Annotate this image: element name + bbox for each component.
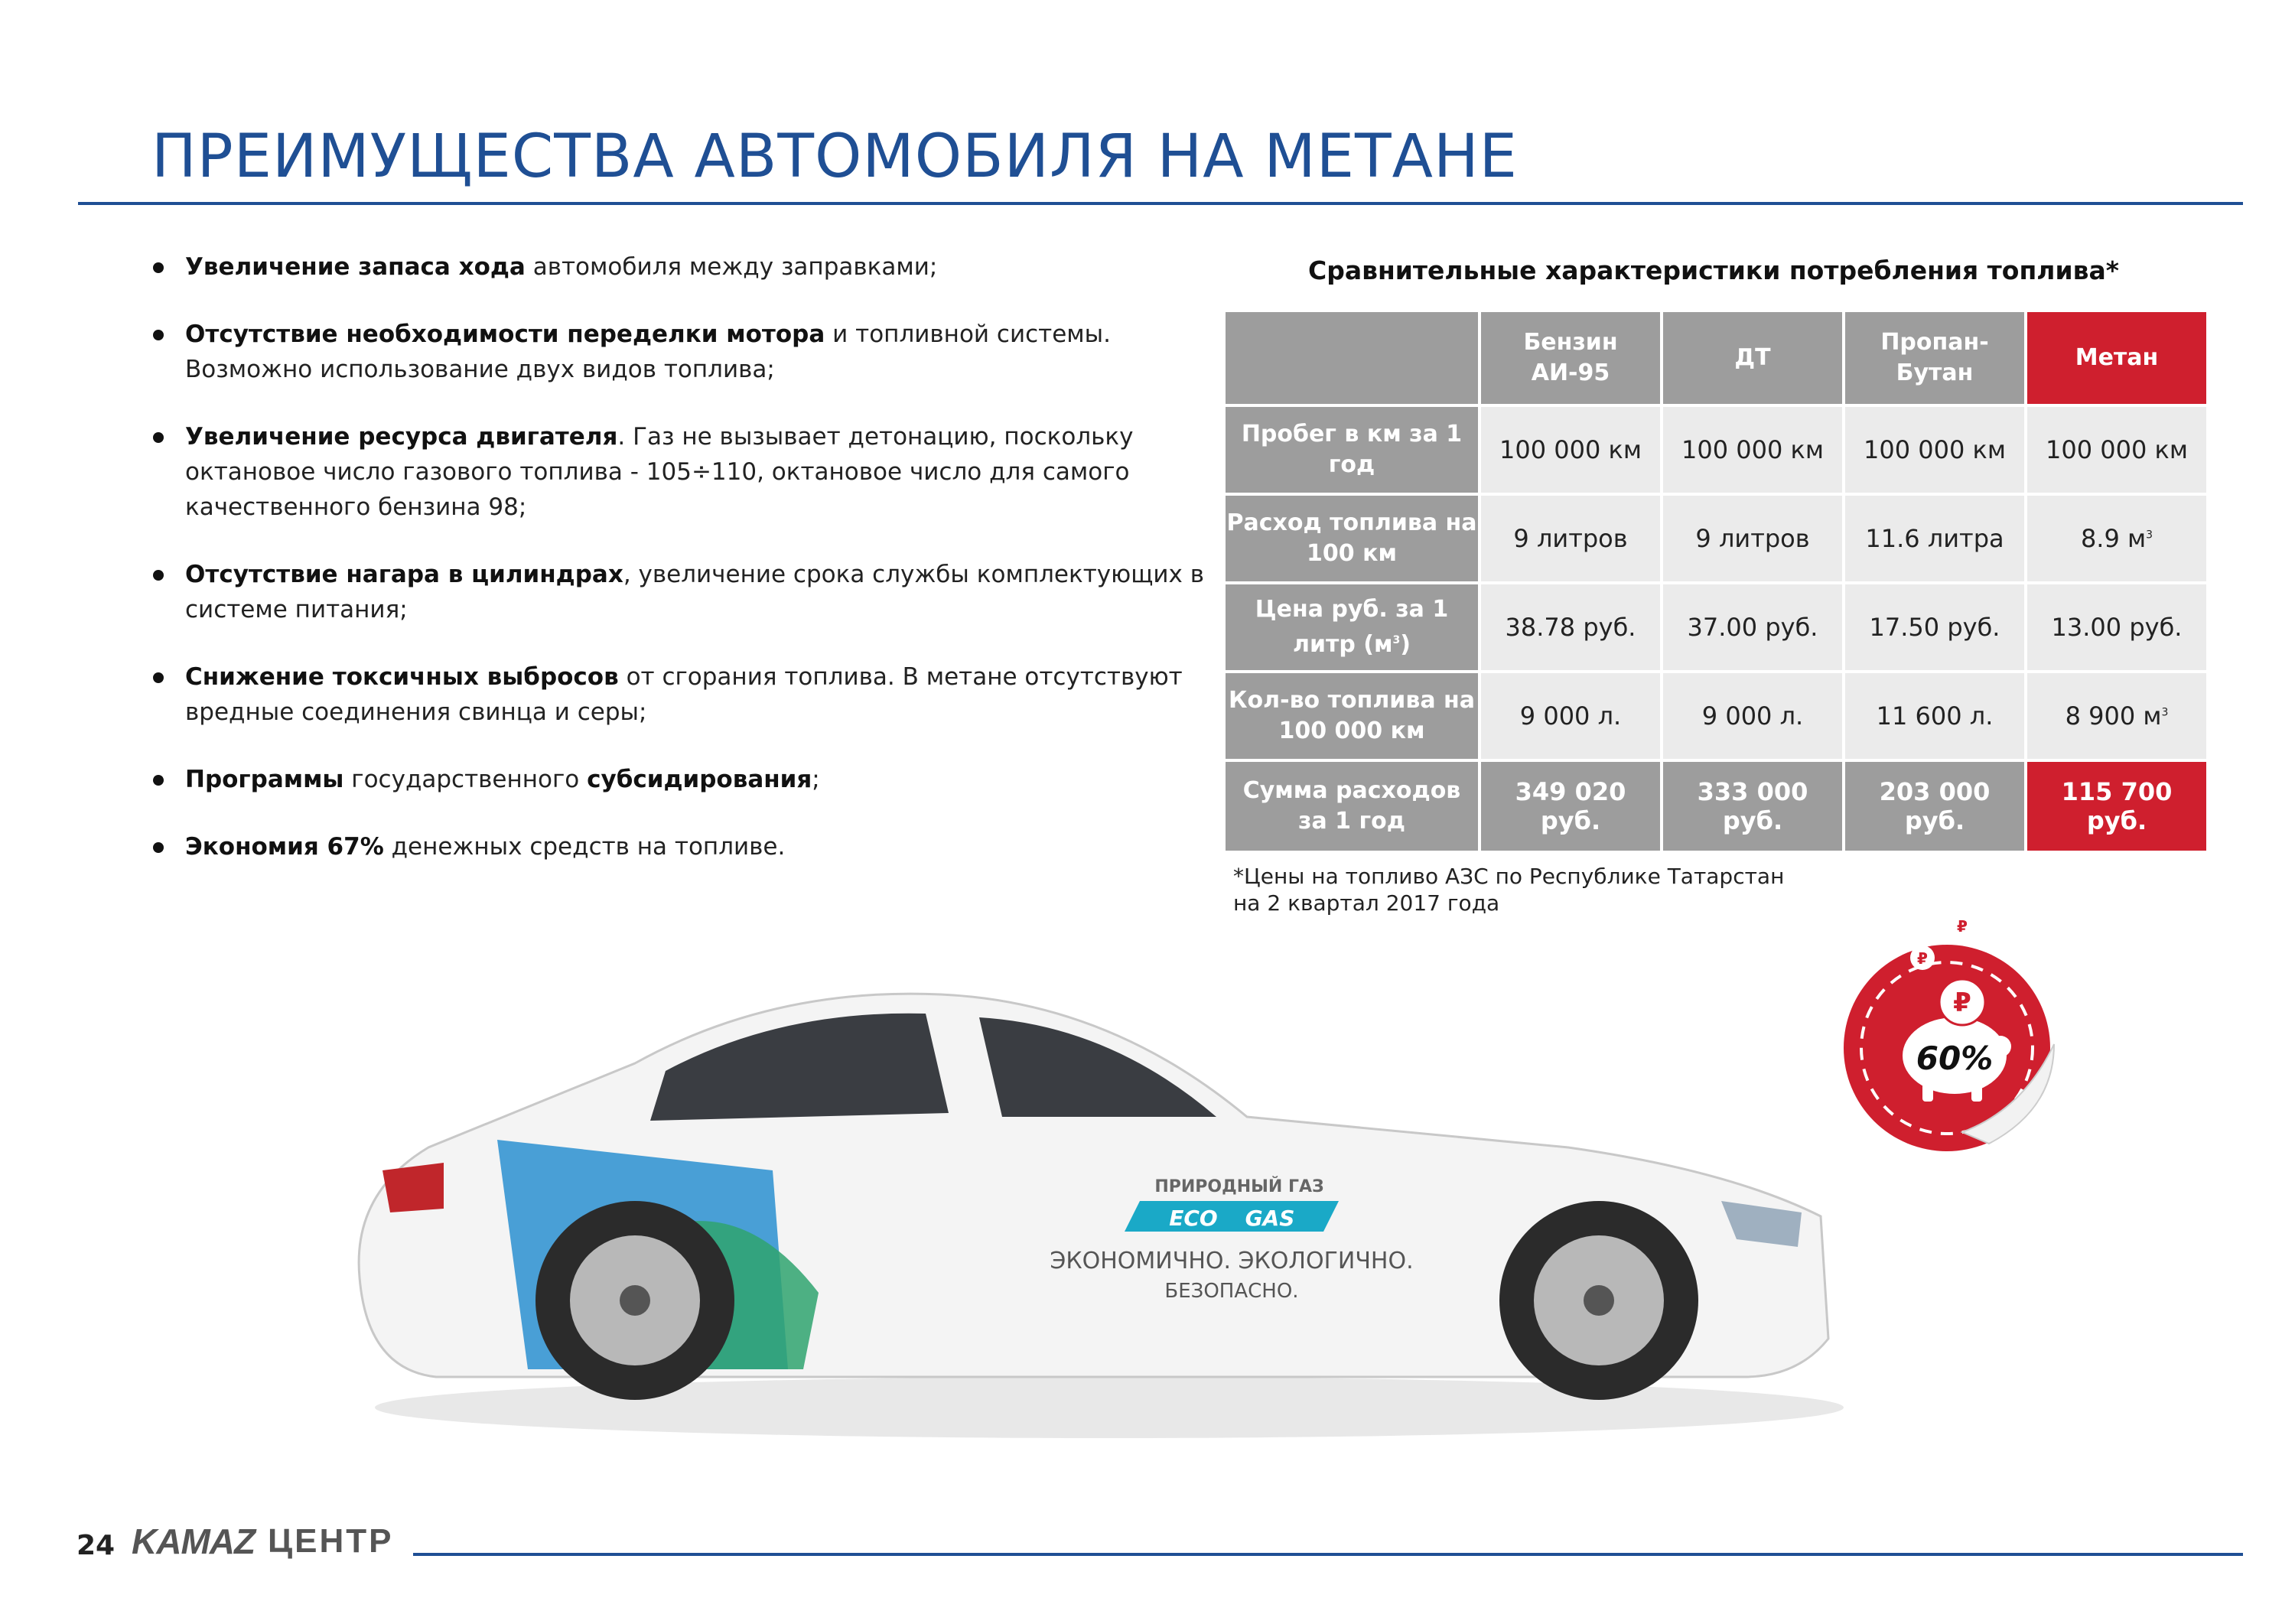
page-title: ПРЕИМУЩЕСТВА АВТОМОБИЛЯ НА МЕТАНЕ xyxy=(151,122,1518,191)
page-number: 24 xyxy=(76,1530,116,1561)
table-cell: 38.78 руб. xyxy=(1481,584,1660,670)
slogan-line-2: БЕЗОПАСНО. xyxy=(1164,1280,1299,1303)
table-cell: 13.00 руб. xyxy=(2027,584,2206,670)
table-cell: 37.00 руб. xyxy=(1663,584,1842,670)
table-cell: 11.6 литра xyxy=(1845,496,2024,581)
list-item: Программы государственного субсидирования; xyxy=(153,762,1209,797)
table-cell: 9 000 л. xyxy=(1481,673,1660,759)
table-row xyxy=(1226,407,2206,493)
advantages-list xyxy=(153,249,1209,897)
table-row xyxy=(1226,584,2206,670)
table-cell: 11 600 л. xyxy=(1845,673,2024,759)
title-divider xyxy=(78,202,2243,205)
table-cell-total-methane: 115 700 руб. xyxy=(2027,762,2206,851)
list-item: Экономия 67% денежных средств на топливе. xyxy=(153,829,1209,864)
kamaz-logo: KAMAZ xyxy=(132,1521,256,1561)
sticker-caption: ПРИРОДНЫЙ ГАЗ xyxy=(1154,1177,1324,1196)
bullet-icon xyxy=(153,775,164,786)
bullet-icon xyxy=(153,262,164,273)
table-corner xyxy=(1226,312,1478,404)
table-header-row xyxy=(1226,312,2206,404)
car-tail-light xyxy=(382,1163,444,1212)
column-header-propane: Пропан-Бутан xyxy=(1845,312,2024,404)
row-header-quantity: Кол-во топлива на 100 000 км xyxy=(1226,673,1478,759)
table-footnote xyxy=(1233,863,1784,916)
list-item: Увеличение запаса хода автомобиля между заправками; xyxy=(153,249,1209,285)
slogan-line-1: ЭКОНОМИЧНО. ЭКОЛОГИЧНО. xyxy=(1050,1248,1414,1274)
table-cell: 17.50 руб. xyxy=(1845,584,2024,670)
ecogas-car-illustration xyxy=(344,941,1874,1446)
car-rear-hub xyxy=(620,1285,650,1316)
column-header-diesel: ДТ xyxy=(1663,312,1842,404)
piggy-leg-icon xyxy=(1971,1083,1982,1102)
table-cell: 8.9 $м^3$ xyxy=(2027,496,2206,581)
bullet-icon xyxy=(153,570,164,581)
table-cell-total: 203 000 руб. xyxy=(1845,762,2024,851)
table-cell: 100 000 км xyxy=(1663,407,1842,493)
ruble-sign: ₽ xyxy=(1957,917,1968,936)
table-cell: 8 900 $м^3$ xyxy=(2027,673,2206,759)
table-cell: 9 000 л. xyxy=(1663,673,1842,759)
table-row xyxy=(1226,673,2206,759)
badge-percent: 60% xyxy=(1916,1040,1994,1077)
footnote-line: *Цены на топливо АЗС по Республике Татарстан xyxy=(1233,864,1785,889)
car-rear-window xyxy=(650,1014,949,1121)
list-item: Снижение токсичных выбросов от сгорания топлива. В метане отсутствуют вредные соединения свинца и серы; xyxy=(153,659,1209,730)
footer-center-label: ЦЕНТР xyxy=(268,1522,394,1560)
column-header-methane: Метан xyxy=(2027,312,2206,404)
ecogas-logo-gas: GAS xyxy=(1245,1206,1295,1231)
ruble-sign: ₽ xyxy=(1917,949,1928,968)
car-front-hub xyxy=(1584,1285,1614,1316)
table-cell: 100 000 км xyxy=(1481,407,1660,493)
table-row-total xyxy=(1226,762,2206,851)
table-cell-total: 333 000 руб. xyxy=(1663,762,1842,851)
table-cell: 9 литров xyxy=(1481,496,1660,581)
bullet-icon xyxy=(153,330,164,340)
row-header-consumption: Расход топлива на 100 км xyxy=(1226,496,1478,581)
footer-divider xyxy=(413,1553,2243,1556)
table-row xyxy=(1226,496,2206,581)
bullet-icon xyxy=(153,672,164,683)
footnote-line: на 2 квартал 2017 года xyxy=(1233,890,1500,916)
row-header-mileage: Пробег в км за 1 год xyxy=(1226,407,1478,493)
list-item: Отсутствие нагара в цилиндрах, увеличение срока службы комплектующих в системе питания; xyxy=(153,557,1209,627)
ruble-sign: ₽ xyxy=(1953,988,1971,1018)
column-header-petrol: Бензин АИ-95 xyxy=(1481,312,1660,404)
ecogas-logo-eco: ECO xyxy=(1169,1206,1218,1231)
bullet-icon xyxy=(153,842,164,853)
table-cell: 9 литров xyxy=(1663,496,1842,581)
table-cell-total: 349 020 руб. xyxy=(1481,762,1660,851)
table-title: Сравнительные характеристики потребления топлива* xyxy=(1308,255,2119,285)
ecogas-logo-band xyxy=(1125,1201,1339,1232)
list-item: Отсутствие необходимости переделки мотора и топливной системы. Возможно использование двух видов топлива; xyxy=(153,317,1209,387)
row-header-price: Цена руб. за 1 литр $(м^3)$ xyxy=(1226,584,1478,670)
row-header-total: Сумма расходов за 1 год xyxy=(1226,762,1478,851)
bullet-icon xyxy=(153,432,164,443)
list-item: Увеличение ресурса двигателя. Газ не вызывает детонацию, поскольку октановое число газового топлива - 105÷110, октановое число для самого качественного бензина 98; xyxy=(153,419,1209,525)
table-cell: 100 000 км xyxy=(2027,407,2206,493)
table-cell: 100 000 км xyxy=(1845,407,2024,493)
piggy-leg-icon xyxy=(1922,1083,1933,1102)
fuel-comparison-table xyxy=(1222,309,2209,854)
